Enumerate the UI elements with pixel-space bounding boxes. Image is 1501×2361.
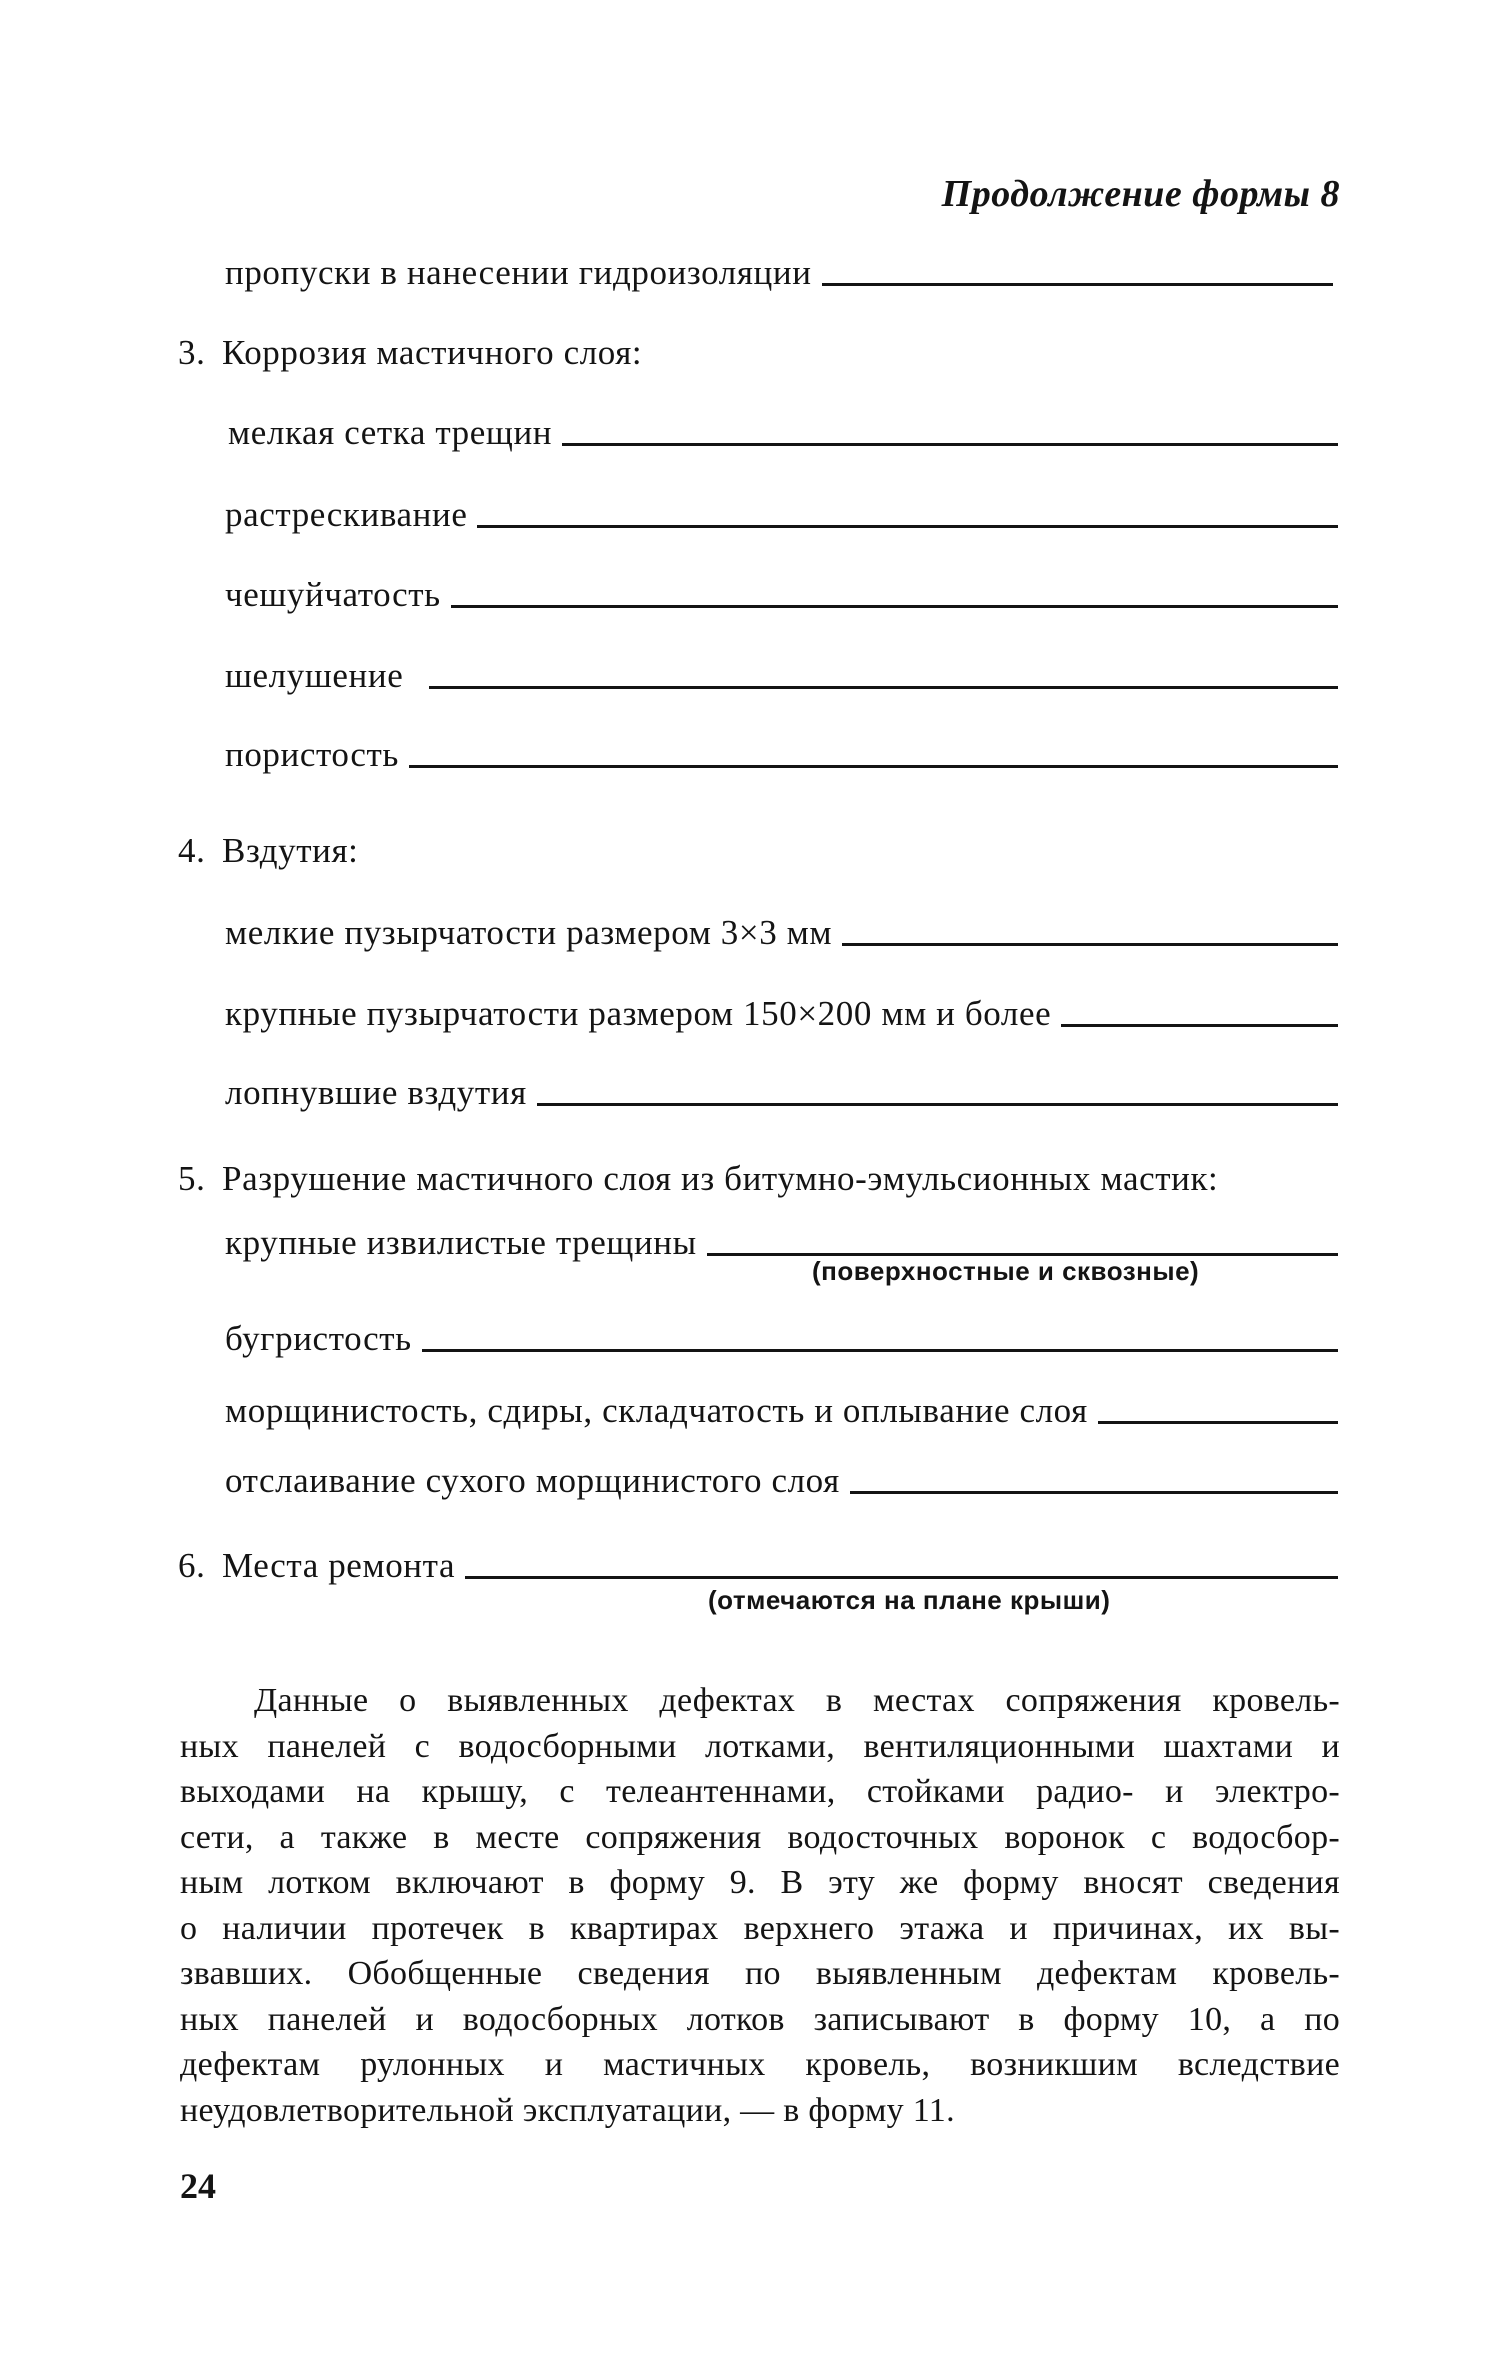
field-wrinkles xyxy=(225,1390,1338,1432)
field-wrinkles-label: морщинистость, сдиры, складчатость и оплывание слоя xyxy=(225,1391,1088,1430)
field-peeling xyxy=(225,655,1338,697)
paragraph-line: дефектам рулонных и мастичных кровель, возникшим вследствие xyxy=(180,2046,1340,2083)
field-delamination-line[interactable] xyxy=(850,1491,1338,1494)
field-net xyxy=(228,412,1338,454)
paragraph-line: выходами на крышу, с телеантеннами, стойками радио- и электро- xyxy=(180,1773,1340,1810)
field-wrinkles-line[interactable] xyxy=(1098,1421,1338,1424)
field-repair-line[interactable] xyxy=(465,1576,1338,1579)
field-gaps-label: пропуски в нанесении гидроизоляции xyxy=(225,253,812,292)
section-3-number: 3. xyxy=(178,333,206,372)
field-repair xyxy=(178,1545,1338,1587)
section-5-title: Разрушение мастичного слоя из битумно-эмульсионных мастик: xyxy=(222,1159,1219,1198)
paragraph-line: неудовлетворительной эксплуатации, — в форму 11. xyxy=(180,2091,955,2129)
field-sinuous-note: (поверхностные и сквозные) xyxy=(812,1256,1200,1286)
section-3-title: Коррозия мастичного слоя: xyxy=(222,333,643,372)
field-scaliness-line[interactable] xyxy=(451,605,1338,608)
field-tuberosity-line[interactable] xyxy=(422,1349,1338,1352)
section-6-title: Места ремонта xyxy=(222,1546,456,1585)
field-porosity-label: пористость xyxy=(225,735,399,774)
field-tuberosity xyxy=(225,1318,1338,1360)
section-6-number: 6. xyxy=(178,1546,206,1585)
field-scaliness xyxy=(225,574,1338,616)
field-cracking xyxy=(225,494,1338,536)
form-continuation-header: Продолжение формы 8 xyxy=(941,173,1340,215)
field-net-label: мелкая сетка трещин xyxy=(228,413,553,452)
field-peeling-label: шелушение xyxy=(225,656,404,695)
field-repair-note: (отмечаются на плане крыши) xyxy=(708,1585,1111,1615)
field-cracking-line[interactable] xyxy=(477,525,1338,528)
section-5-heading xyxy=(178,1158,1338,1200)
field-delamination xyxy=(225,1460,1338,1502)
field-small-blisters xyxy=(225,912,1338,954)
paragraph-line: ным лотком включают в форму 9. В эту же форму вносят сведения xyxy=(180,1864,1340,1901)
field-peeling-line[interactable] xyxy=(429,686,1338,689)
section-4-title: Вздутия: xyxy=(222,831,359,870)
field-large-blisters xyxy=(225,993,1338,1035)
field-gaps-line[interactable] xyxy=(822,283,1333,286)
field-porosity xyxy=(225,734,1338,776)
field-small-blisters-label: мелкие пузырчатости размером 3×3 мм xyxy=(225,913,833,952)
paragraph-line: о наличии протечек в квартирах верхнего этажа и причинах, их вы- xyxy=(180,1909,1340,1947)
field-burst-label: лопнувшие вздутия xyxy=(225,1073,527,1112)
field-burst xyxy=(225,1072,1338,1114)
field-delamination-label: отслаивание сухого морщинистого слоя xyxy=(225,1461,840,1500)
field-large-blisters-label: крупные пузырчатости размером 150×200 мм и более xyxy=(225,994,1052,1033)
section-4-heading xyxy=(178,830,359,872)
field-tuberosity-label: бугристость xyxy=(225,1319,412,1358)
field-gaps xyxy=(225,252,1333,294)
section-4-number: 4. xyxy=(178,831,206,870)
paragraph-line: ных панелей с водосборными лотками, вентиляционными шахтами и xyxy=(180,1727,1340,1765)
paragraph-line: сети, а также в месте сопряжения водосточных воронок с водосбор- xyxy=(180,1818,1340,1856)
field-net-line[interactable] xyxy=(562,443,1338,446)
field-small-blisters-line[interactable] xyxy=(842,943,1338,946)
body-paragraph xyxy=(180,1678,1340,2133)
paragraph-line: Данные о выявленных дефектах в местах сопряжения кровель- xyxy=(254,1682,1340,1719)
field-scaliness-label: чешуйчатость xyxy=(225,575,441,614)
field-cracking-label: растрескивание xyxy=(225,495,468,534)
section-5-number: 5. xyxy=(178,1159,206,1198)
paragraph-line: ных панелей и водосборных лотков записывают в форму 10, а по xyxy=(180,2000,1340,2038)
field-sinuous-label: крупные извилистые трещины xyxy=(225,1223,697,1262)
field-burst-line[interactable] xyxy=(537,1103,1338,1106)
section-6-heading xyxy=(178,1545,455,1587)
field-large-blisters-line[interactable] xyxy=(1061,1024,1338,1027)
paragraph-line: звавших. Обобщенные сведения по выявленным дефектам кровель- xyxy=(180,1955,1340,1992)
section-3-heading xyxy=(178,332,642,374)
field-porosity-line[interactable] xyxy=(409,765,1338,768)
page-number: 24 xyxy=(180,2166,216,2206)
